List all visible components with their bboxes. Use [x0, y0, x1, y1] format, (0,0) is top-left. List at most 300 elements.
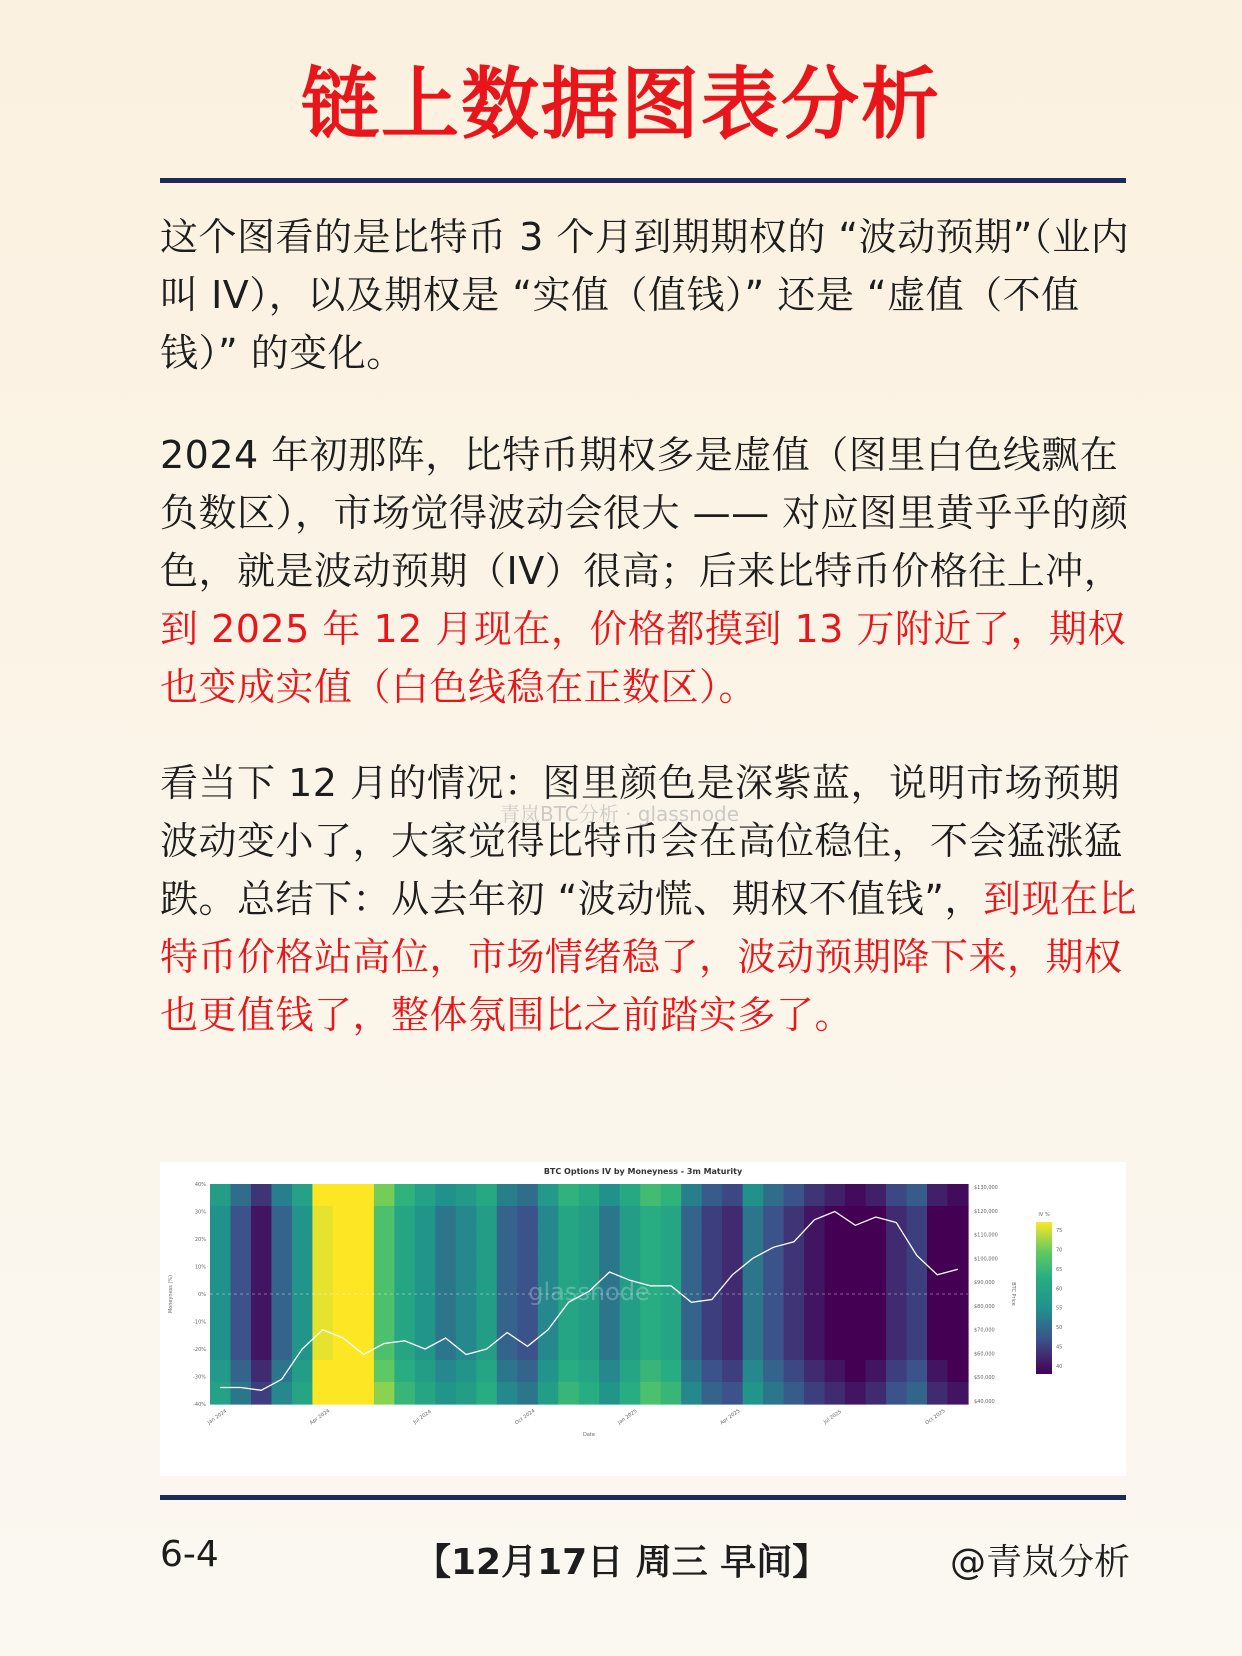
heatmap-cell — [353, 1250, 374, 1273]
heatmap-cell — [743, 1228, 764, 1251]
colorbar-tick-label: 45 — [1056, 1344, 1063, 1351]
heatmap-cell — [476, 1250, 497, 1273]
heatmap-cell — [333, 1184, 354, 1207]
y-tick-label: -40% — [193, 1402, 206, 1408]
heatmap-cell — [722, 1184, 743, 1207]
y2-tick-label: $100,000 — [974, 1256, 998, 1263]
heatmap-cell — [271, 1316, 292, 1339]
heatmap-cell — [517, 1382, 538, 1405]
heatmap-cell — [394, 1382, 415, 1405]
heatmap-cell — [312, 1184, 333, 1207]
heatmap-cell — [907, 1360, 928, 1383]
heatmap-cell — [312, 1228, 333, 1251]
heatmap-cell — [599, 1206, 620, 1229]
heatmap-cell — [804, 1360, 825, 1383]
heatmap-cell — [415, 1272, 436, 1295]
heatmap-cell — [476, 1382, 497, 1405]
y-tick-label: -20% — [193, 1347, 206, 1353]
heatmap-cell — [394, 1250, 415, 1273]
heatmap-cell — [907, 1382, 928, 1405]
heatmap-cell — [353, 1184, 374, 1207]
heatmap-cell — [763, 1316, 784, 1339]
heatmap-cell — [784, 1316, 805, 1339]
heatmap-cell — [927, 1294, 948, 1317]
heatmap-cell — [866, 1272, 887, 1295]
heatmap-cell — [743, 1250, 764, 1273]
heatmap-cell — [620, 1338, 641, 1361]
heatmap-cell — [210, 1250, 231, 1273]
y2-tick-label: $90,000 — [974, 1280, 995, 1287]
heatmap-cell — [907, 1316, 928, 1339]
heatmap-cell — [333, 1272, 354, 1295]
heatmap-cell — [333, 1250, 354, 1273]
heatmap-cell — [743, 1338, 764, 1361]
heatmap-cell — [251, 1360, 272, 1383]
heatmap-cell — [312, 1206, 333, 1229]
heatmap-cell — [353, 1272, 374, 1295]
paragraph-2-highlight: 到 2025 年 12 月现在，价格都摸到 13 万附近了，期权也变成实值（白色线稳在正数区）。 — [160, 607, 1126, 709]
heatmap-cell — [476, 1184, 497, 1207]
heatmap-cell — [640, 1360, 661, 1383]
heatmap-cell — [927, 1360, 948, 1383]
heatmap-cell — [804, 1272, 825, 1295]
heatmap-cell — [374, 1316, 395, 1339]
heatmap-cell — [579, 1316, 600, 1339]
heatmap-cell — [579, 1382, 600, 1405]
heatmap-cell — [825, 1294, 846, 1317]
heatmap-cell — [271, 1382, 292, 1405]
heatmap-cell — [394, 1316, 415, 1339]
heatmap-cell — [394, 1228, 415, 1251]
heatmap-cell — [271, 1250, 292, 1273]
heatmap-cell — [907, 1250, 928, 1273]
heatmap-cell — [804, 1382, 825, 1405]
heatmap-cell — [538, 1184, 559, 1207]
heatmap-cell — [517, 1316, 538, 1339]
heatmap-cell — [558, 1316, 579, 1339]
heatmap-cell — [845, 1338, 866, 1361]
heatmap-cell — [804, 1184, 825, 1207]
heatmap-cell — [866, 1250, 887, 1273]
y2-tick-label: $40,000 — [974, 1399, 995, 1405]
heatmap-cell — [538, 1382, 559, 1405]
heatmap-cell — [620, 1184, 641, 1207]
heatmap-cell — [271, 1294, 292, 1317]
heatmap-cell — [538, 1338, 559, 1361]
heatmap-cell — [886, 1338, 907, 1361]
glassnode-watermark: glassnode — [528, 1278, 650, 1306]
heatmap-cell — [435, 1228, 456, 1251]
paragraph-2 — [160, 426, 1140, 716]
y-tick-label: 30% — [194, 1209, 206, 1216]
heatmap-cell — [845, 1316, 866, 1339]
y-tick-label: -10% — [193, 1319, 206, 1326]
heatmap-cell — [312, 1382, 333, 1405]
heatmap-cell — [292, 1316, 313, 1339]
heatmap-cell — [210, 1272, 231, 1295]
heatmap-cell — [497, 1316, 518, 1339]
heatmap-cell — [743, 1360, 764, 1383]
heatmap-cell — [497, 1272, 518, 1295]
heatmap-cell — [292, 1206, 313, 1229]
heatmap-cell — [230, 1184, 251, 1207]
x-tick-label: Jan 2024 — [206, 1408, 229, 1426]
chart-svg — [160, 1162, 1126, 1476]
heatmap-cell — [702, 1382, 723, 1405]
heatmap-cell — [825, 1316, 846, 1339]
heatmap-cell — [251, 1184, 272, 1207]
heatmap-cell — [415, 1294, 436, 1317]
author-label: @青岚分析 — [950, 1542, 1131, 1583]
heatmap-cell — [681, 1184, 702, 1207]
heatmap-cell — [435, 1250, 456, 1273]
colorbar — [1036, 1222, 1052, 1374]
heatmap-cell — [599, 1250, 620, 1273]
heatmap-cell — [661, 1228, 682, 1251]
heatmap-cell — [374, 1228, 395, 1251]
heatmap-cell — [579, 1184, 600, 1207]
heatmap-cell — [435, 1316, 456, 1339]
heatmap-cell — [456, 1272, 477, 1295]
heatmap-cell — [579, 1228, 600, 1251]
heatmap-cell — [886, 1228, 907, 1251]
heatmap-cell — [210, 1338, 231, 1361]
heatmap-cell — [620, 1250, 641, 1273]
heatmap-cell — [948, 1294, 969, 1317]
heatmap-cell — [558, 1360, 579, 1383]
heatmap-cell — [394, 1272, 415, 1295]
heatmap-cell — [230, 1294, 251, 1317]
heatmap-cell — [374, 1206, 395, 1229]
heatmap-cell — [886, 1316, 907, 1339]
heatmap-cell — [497, 1206, 518, 1229]
heatmap-cell — [640, 1316, 661, 1339]
heatmap-cell — [866, 1228, 887, 1251]
heatmap-cell — [476, 1272, 497, 1295]
heatmap-cell — [866, 1382, 887, 1405]
heatmap-cell — [845, 1360, 866, 1383]
heatmap-cell — [435, 1206, 456, 1229]
heatmap-cell — [210, 1228, 231, 1251]
heatmap-cell — [640, 1206, 661, 1229]
iv-heatmap-chart — [160, 1162, 1126, 1476]
heatmap-cell — [907, 1228, 928, 1251]
y2-tick-label: $110,000 — [974, 1232, 998, 1239]
heatmap-cell — [251, 1382, 272, 1405]
heatmap-cell — [497, 1338, 518, 1361]
heatmap-cell — [948, 1272, 969, 1295]
heatmap-cell — [681, 1206, 702, 1229]
heatmap-cell — [661, 1294, 682, 1317]
heatmap-cell — [538, 1360, 559, 1383]
x-tick-label: Jan 2025 — [616, 1408, 639, 1426]
heatmap-cell — [251, 1316, 272, 1339]
heatmap-cell — [579, 1250, 600, 1273]
colorbar-tick-label: 55 — [1056, 1305, 1063, 1312]
heatmap-cell — [476, 1316, 497, 1339]
heatmap-cell — [435, 1360, 456, 1383]
heatmap-cell — [292, 1382, 313, 1405]
heatmap-cell — [743, 1294, 764, 1317]
heatmap-cell — [312, 1316, 333, 1339]
heatmap-cell — [333, 1294, 354, 1317]
heatmap-cell — [497, 1294, 518, 1317]
heatmap-cell — [845, 1228, 866, 1251]
heatmap-cell — [230, 1338, 251, 1361]
y2-axis-label: BTC Price — [1010, 1282, 1016, 1306]
heatmap-cell — [435, 1382, 456, 1405]
heatmap-cell — [784, 1184, 805, 1207]
heatmap-cell — [517, 1206, 538, 1229]
heatmap-cell — [599, 1228, 620, 1251]
heatmap-cell — [784, 1382, 805, 1405]
heatmap-cell — [210, 1360, 231, 1383]
heatmap-cell — [886, 1294, 907, 1317]
heatmap-cell — [476, 1360, 497, 1383]
heatmap-cell — [763, 1294, 784, 1317]
heatmap-cell — [886, 1184, 907, 1207]
heatmap-cell — [394, 1206, 415, 1229]
heatmap-layer — [210, 1184, 969, 1405]
heatmap-cell — [845, 1250, 866, 1273]
heatmap-cell — [702, 1316, 723, 1339]
page-title: 链上数据图表分析 — [300, 60, 941, 150]
heatmap-cell — [353, 1316, 374, 1339]
paragraph-2-text: 2024 年初那阵，比特币期权多是虚值（图里白色线飘在负数区），市场觉得波动会很大 —— 对应图里黄乎乎的颜色，就是波动预期（IV）很高；后来比特币价格往上冲， — [160, 433, 1129, 593]
heatmap-cell — [620, 1228, 641, 1251]
heatmap-cell — [825, 1272, 846, 1295]
heatmap-cell — [333, 1338, 354, 1361]
heatmap-cell — [948, 1206, 969, 1229]
heatmap-cell — [312, 1338, 333, 1361]
heatmap-cell — [312, 1294, 333, 1317]
heatmap-cell — [415, 1316, 436, 1339]
y-tick-label: 20% — [194, 1237, 206, 1243]
colorbar-tick-label: 75 — [1056, 1228, 1063, 1234]
y2-tick-label: $120,000 — [974, 1208, 998, 1215]
heatmap-cell — [456, 1360, 477, 1383]
heatmap-cell — [620, 1382, 641, 1405]
x-tick-label: Apr 2025 — [719, 1408, 742, 1427]
heatmap-cell — [415, 1228, 436, 1251]
heatmap-cell — [292, 1272, 313, 1295]
paragraph-3-text: 看当下 12 月的情况：图里颜色是深紫蓝，说明市场预期波动变小了，大家觉得比特币会在高位稳住，不会猛涨猛跌。总结下：从去年初 “波动慌、期权不值钱”， — [160, 761, 1123, 921]
heatmap-cell — [948, 1382, 969, 1405]
heatmap-cell — [784, 1228, 805, 1251]
heatmap-cell — [558, 1206, 579, 1229]
heatmap-cell — [210, 1206, 231, 1229]
heatmap-cell — [948, 1338, 969, 1361]
heatmap-cell — [763, 1360, 784, 1383]
heatmap-cell — [681, 1250, 702, 1273]
heatmap-cell — [456, 1382, 477, 1405]
heatmap-cell — [886, 1382, 907, 1405]
y2-tick-label: $130,000 — [974, 1185, 998, 1191]
heatmap-cell — [599, 1316, 620, 1339]
heatmap-cell — [456, 1250, 477, 1273]
heatmap-cell — [271, 1228, 292, 1251]
heatmap-cell — [374, 1184, 395, 1207]
heatmap-cell — [804, 1294, 825, 1317]
heatmap-cell — [558, 1338, 579, 1361]
heatmap-cell — [784, 1272, 805, 1295]
heatmap-cell — [927, 1382, 948, 1405]
heatmap-cell — [927, 1316, 948, 1339]
heatmap-cell — [886, 1206, 907, 1229]
paragraph-3-highlight: 到现在比特币价格站高位，市场情绪稳了，波动预期降下来，期权也更值钱了，整体氛围比之前踏实多了。 — [160, 877, 1137, 1037]
heatmap-cell — [251, 1206, 272, 1229]
heatmap-cell — [538, 1206, 559, 1229]
heatmap-cell — [374, 1294, 395, 1317]
heatmap-cell — [702, 1250, 723, 1273]
x-tick-label: Jul 2025 — [822, 1408, 843, 1426]
heatmap-cell — [661, 1316, 682, 1339]
heatmap-cell — [743, 1184, 764, 1207]
heatmap-cell — [517, 1250, 538, 1273]
heatmap-cell — [620, 1316, 641, 1339]
heatmap-cell — [927, 1184, 948, 1207]
heatmap-cell — [497, 1250, 518, 1273]
heatmap-cell — [230, 1360, 251, 1383]
heatmap-cell — [845, 1184, 866, 1207]
heatmap-cell — [804, 1228, 825, 1251]
heatmap-cell — [620, 1206, 641, 1229]
heatmap-cell — [620, 1360, 641, 1383]
heatmap-cell — [456, 1316, 477, 1339]
heatmap-cell — [866, 1294, 887, 1317]
heatmap-cell — [640, 1184, 661, 1207]
heatmap-cell — [743, 1316, 764, 1339]
heatmap-cell — [517, 1360, 538, 1383]
heatmap-cell — [763, 1206, 784, 1229]
heatmap-cell — [497, 1382, 518, 1405]
y-tick-label: 10% — [194, 1264, 206, 1271]
heatmap-cell — [927, 1228, 948, 1251]
heatmap-cell — [353, 1294, 374, 1317]
y-tick-label: -30% — [193, 1374, 206, 1381]
heatmap-cell — [456, 1294, 477, 1317]
heatmap-cell — [333, 1206, 354, 1229]
y2-tick-label: $50,000 — [974, 1375, 995, 1382]
colorbar-tick-label: 40 — [1056, 1364, 1063, 1370]
heatmap-cell — [763, 1250, 784, 1273]
heatmap-cell — [292, 1360, 313, 1383]
heatmap-cell — [866, 1338, 887, 1361]
heatmap-cell — [866, 1360, 887, 1383]
heatmap-cell — [927, 1338, 948, 1361]
heatmap-cell — [374, 1338, 395, 1361]
heatmap-cell — [681, 1228, 702, 1251]
heatmap-cell — [558, 1250, 579, 1273]
heatmap-cell — [948, 1360, 969, 1383]
heatmap-cell — [374, 1360, 395, 1383]
heatmap-cell — [702, 1184, 723, 1207]
heatmap-cell — [784, 1360, 805, 1383]
heatmap-cell — [517, 1184, 538, 1207]
heatmap-cell — [784, 1294, 805, 1317]
heatmap-cell — [845, 1382, 866, 1405]
heatmap-cell — [927, 1250, 948, 1273]
heatmap-cell — [497, 1228, 518, 1251]
heatmap-cell — [292, 1184, 313, 1207]
heatmap-cell — [722, 1228, 743, 1251]
heatmap-cell — [886, 1360, 907, 1383]
colorbar-tick-label: 60 — [1056, 1286, 1063, 1293]
heatmap-cell — [251, 1338, 272, 1361]
heatmap-cell — [886, 1272, 907, 1295]
heatmap-cell — [230, 1206, 251, 1229]
heatmap-cell — [722, 1338, 743, 1361]
heatmap-cell — [763, 1184, 784, 1207]
heatmap-cell — [948, 1316, 969, 1339]
heatmap-cell — [702, 1294, 723, 1317]
heatmap-cell — [907, 1272, 928, 1295]
colorbar-layer — [1036, 1212, 1062, 1374]
heatmap-cell — [907, 1206, 928, 1229]
colorbar-tick-label: 70 — [1056, 1247, 1063, 1254]
heatmap-cell — [599, 1382, 620, 1405]
heatmap-cell — [292, 1228, 313, 1251]
heatmap-cell — [784, 1206, 805, 1229]
heatmap-cell — [681, 1272, 702, 1295]
x-axis-label: Date — [583, 1432, 595, 1438]
heatmap-cell — [640, 1382, 661, 1405]
heatmap-cell — [804, 1338, 825, 1361]
y2-tick-label: $80,000 — [974, 1303, 995, 1310]
heatmap-cell — [784, 1338, 805, 1361]
heatmap-cell — [702, 1338, 723, 1361]
heatmap-cell — [907, 1294, 928, 1317]
x-tick-label: Oct 2024 — [514, 1408, 537, 1427]
heatmap-cell — [907, 1338, 928, 1361]
x-tick-label: Jul 2024 — [412, 1408, 433, 1426]
heatmap-cell — [394, 1360, 415, 1383]
heatmap-cell — [333, 1360, 354, 1383]
heatmap-cell — [497, 1184, 518, 1207]
heatmap-cell — [353, 1206, 374, 1229]
heatmap-cell — [230, 1228, 251, 1251]
heatmap-cell — [415, 1382, 436, 1405]
bottom-divider — [160, 1495, 1126, 1500]
heatmap-cell — [476, 1294, 497, 1317]
heatmap-cell — [251, 1272, 272, 1295]
heatmap-cell — [394, 1184, 415, 1207]
heatmap-cell — [497, 1360, 518, 1383]
heatmap-cell — [661, 1250, 682, 1273]
heatmap-cell — [804, 1316, 825, 1339]
heatmap-cell — [538, 1250, 559, 1273]
paragraph-1 — [160, 208, 1140, 382]
heatmap-cell — [866, 1316, 887, 1339]
heatmap-cell — [476, 1228, 497, 1251]
heatmap-cell — [251, 1250, 272, 1273]
heatmap-cell — [661, 1360, 682, 1383]
heatmap-cell — [702, 1360, 723, 1383]
y-axis-label: Moneyness (%) — [168, 1274, 174, 1314]
heatmap-cell — [517, 1228, 538, 1251]
heatmap-cell — [640, 1250, 661, 1273]
heatmap-cell — [743, 1272, 764, 1295]
heatmap-cell — [599, 1338, 620, 1361]
heatmap-cell — [558, 1382, 579, 1405]
x-tick-label: Oct 2025 — [924, 1408, 947, 1427]
heatmap-cell — [456, 1228, 477, 1251]
heatmap-cell — [374, 1250, 395, 1273]
heatmap-cell — [681, 1382, 702, 1405]
heatmap-cell — [435, 1272, 456, 1295]
heatmap-cell — [722, 1316, 743, 1339]
heatmap-cell — [661, 1382, 682, 1405]
